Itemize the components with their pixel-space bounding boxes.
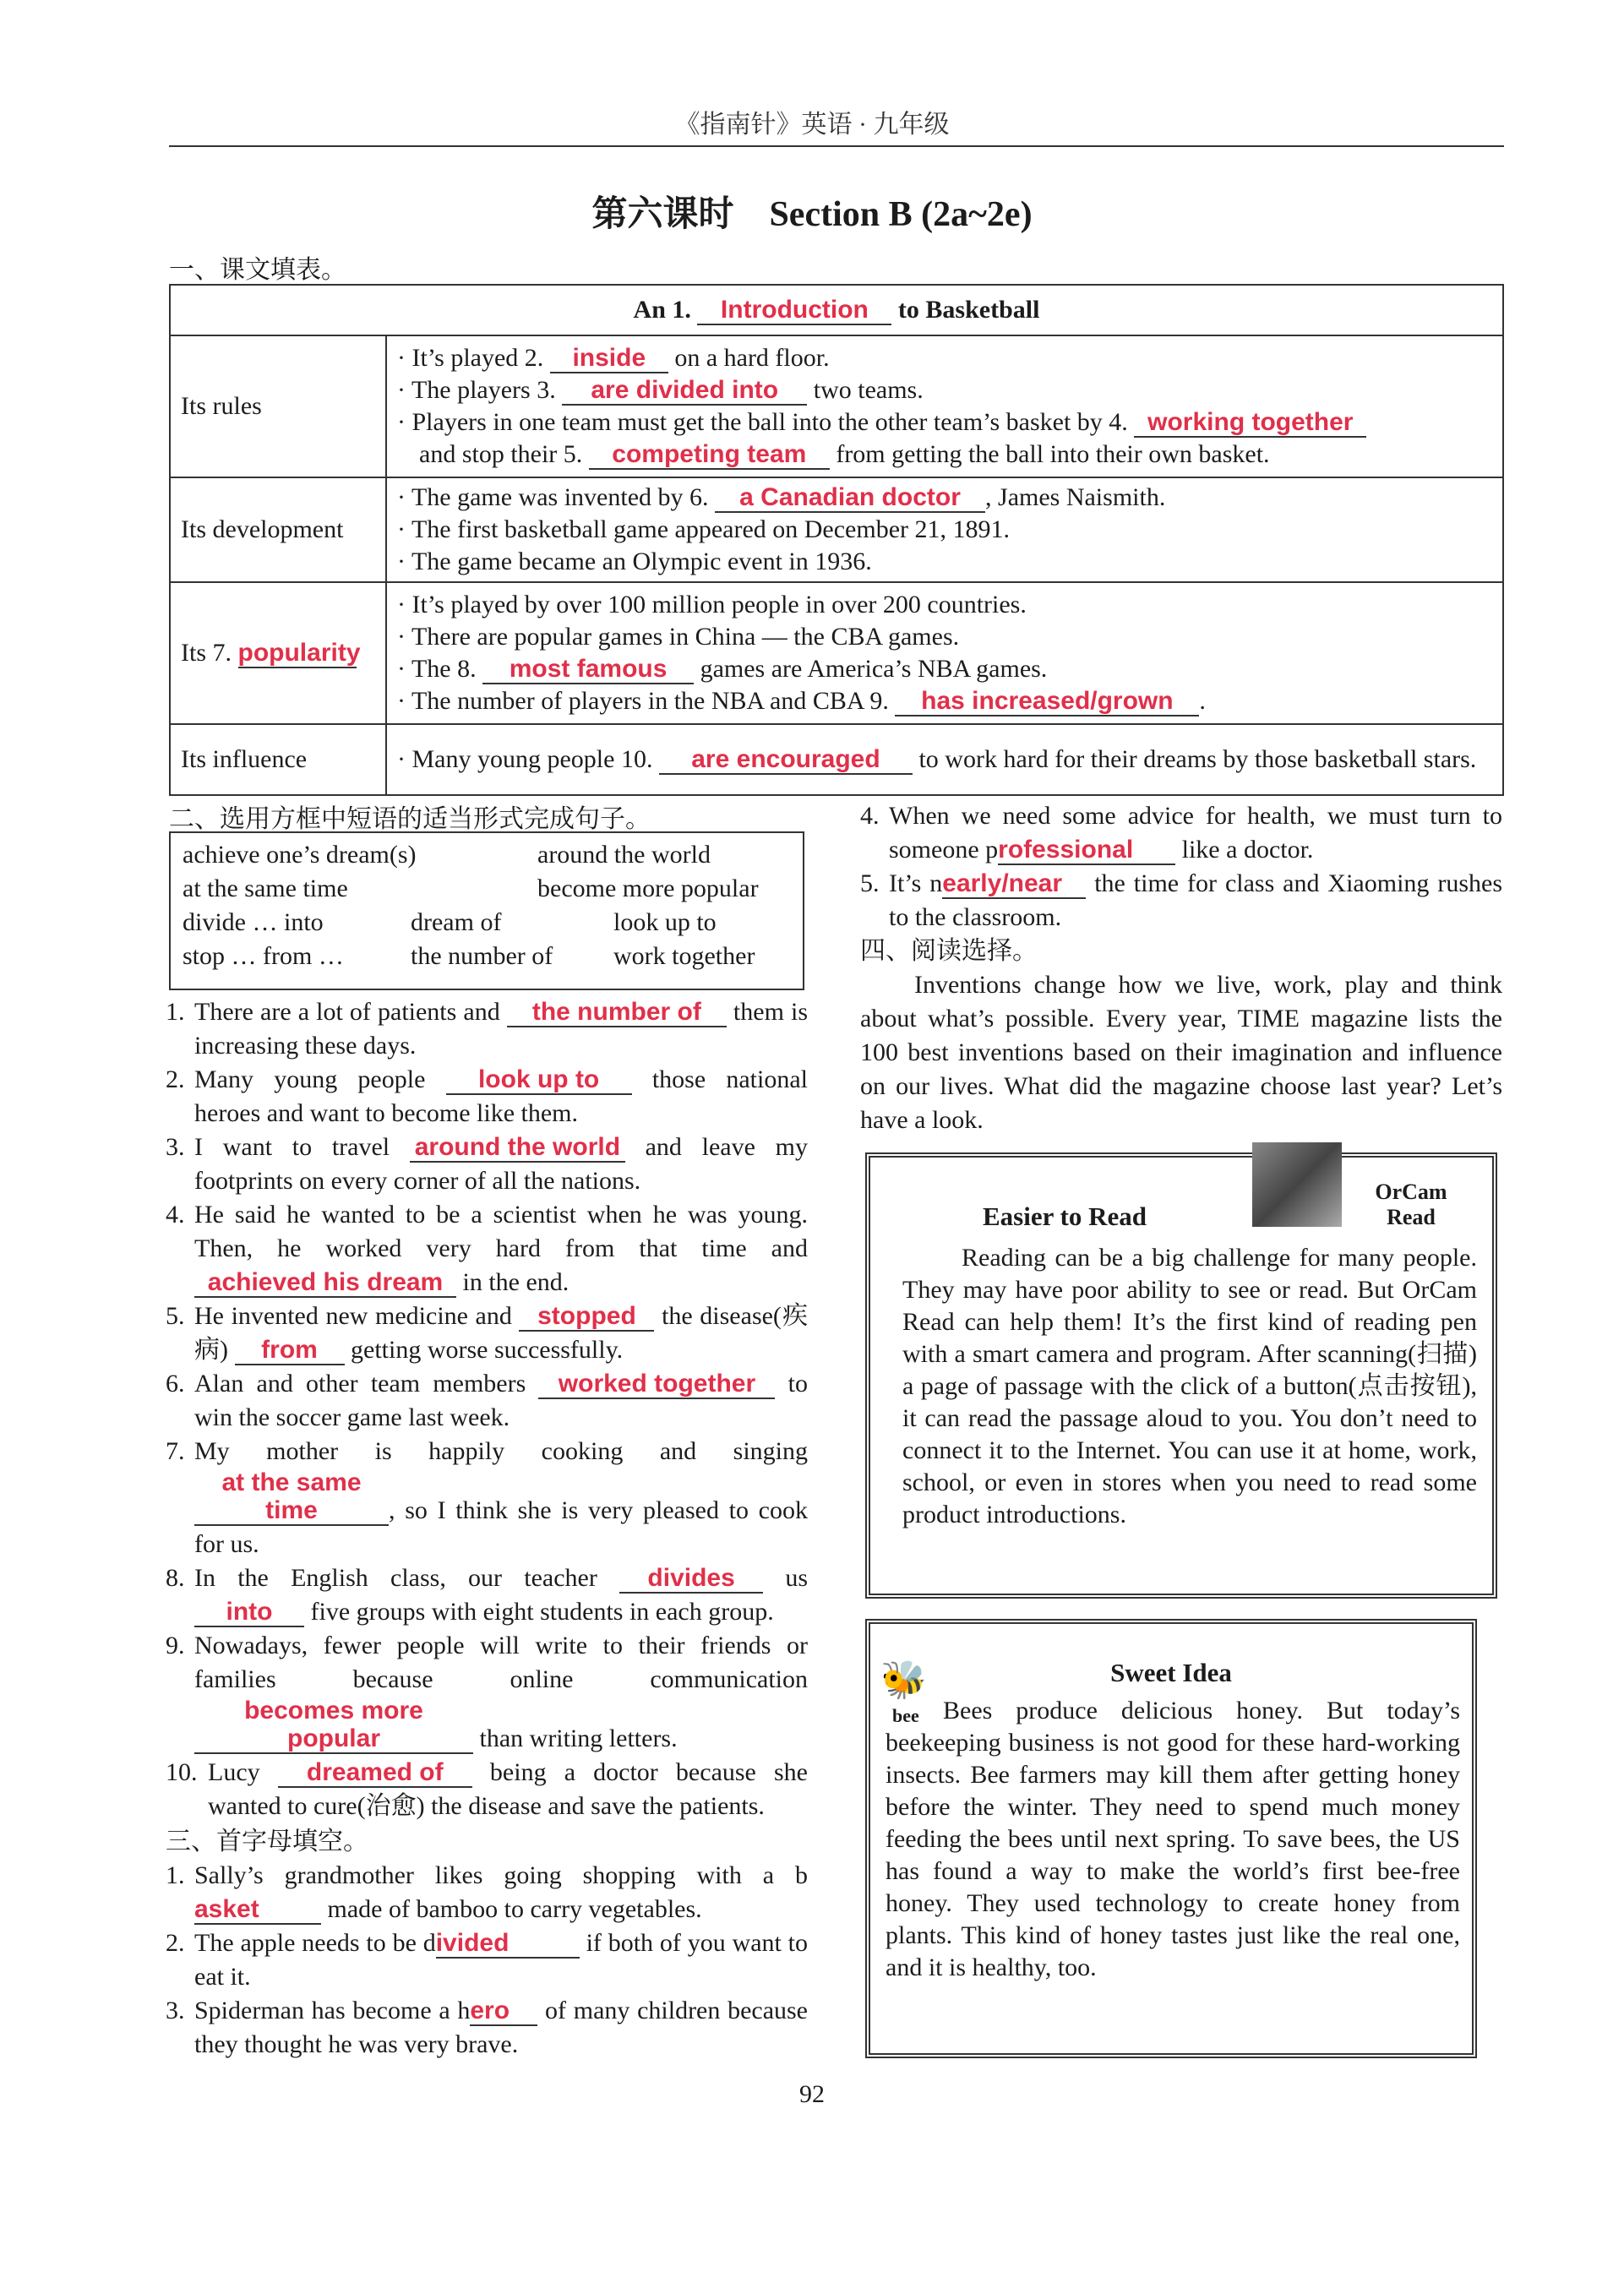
list-item: 9. Nowadays, fewer people will write to their friends or families because online communication becomes more popular than writing letters.	[166, 1632, 808, 1752]
answer: look up to	[446, 1065, 632, 1095]
answer: dreamed of	[278, 1758, 472, 1788]
section-4-title: 四、阅读选择。	[860, 936, 1038, 966]
rules-cell: · It’s played 2. inside on a hard floor. · The players 3. are divided into two teams. · Players in one team must get the ball into the other team’s basket by 4. working together and stop their 5. competing team from getting the ball into their own basket.	[386, 335, 1503, 477]
section-2-title: 二、选用方框中短语的适当形式完成句子。	[169, 804, 651, 834]
phrase: dream of	[411, 908, 502, 936]
answer: ero	[470, 1997, 537, 2026]
list-item: 3. I want to travel around the world and leave my footprints on every corner of all the nations.	[166, 1133, 809, 1195]
list-item: 2. The apple needs to be divided if both of you want to eat it.	[166, 1929, 809, 1991]
list-item: 1. Sally’s grandmother likes going shopping with a basket made of bamboo to carry vegetables.	[166, 1861, 808, 1923]
bee-icon: 🐝	[880, 1659, 927, 1701]
orcam-tag: OrCam Read	[1375, 1180, 1447, 1229]
bee-label: bee	[892, 1705, 919, 1726]
section-2-items	[166, 995, 808, 2062]
list-item: 5. It’s nearly/near the time for class and Xiaoming rushes to the classroom.	[860, 869, 1502, 931]
phrase: work together	[613, 942, 755, 970]
list-item: 3. Spiderman has become a hero of many children because they thought he was very brave.	[166, 1997, 809, 2058]
row-head-influence: Its influence	[170, 724, 386, 795]
answer-9: has increased/grown	[895, 687, 1199, 716]
list-item: 6. Alan and other team members worked together to win the soccer game last week.	[166, 1370, 808, 1431]
answer-5: competing team	[589, 440, 830, 470]
influence-cell: · Many young people 10. are encouraged to work hard for their dreams by those basketball stars.	[386, 724, 1503, 795]
answer-10: are encouraged	[659, 745, 913, 775]
panel-text: Reading can be a big challenge for many people. They may have poor ability to see or read. But OrCam Read can help them! It’s the first kind of reading pen with a smart camera and program. After scanning(扫描) a page of passage with the click of a button(点击按钮), it can read the passage aloud to you. You don’t need to connect it to the Internet. You can use it at home, work, school, or even in stores when you need to read some product introductions.	[902, 1244, 1477, 1528]
phrase: achieve one’s dream(s)	[183, 841, 417, 869]
phrase-box	[169, 831, 804, 990]
answer-3: are divided into	[562, 376, 807, 406]
answer-4: working together	[1134, 408, 1366, 438]
answer: early/near	[942, 869, 1086, 899]
header-rule	[169, 145, 1504, 147]
panel-title: Sweet Idea	[1110, 1658, 1232, 1687]
answer: into	[194, 1598, 304, 1627]
answer: worked together	[538, 1370, 775, 1399]
answer: rofessional	[998, 836, 1175, 865]
answer-7: popularity	[237, 639, 361, 667]
page-number: 92	[799, 2080, 825, 2108]
panel-text: Bees produce delicious honey. But today’s beekeeping business is not good for these hard-working insects. Bee farmers may kill them after getting honey before the winter. They need to spend much money feeding the bees until next spring. To save bees, the US has found a way to make the world’s first bee-free honey. They used technology to create honey from plants. This kind of honey tastes just like the real one, and it is healthy, too.	[886, 1697, 1460, 1981]
section-1-title: 一、课文填表。	[169, 255, 346, 285]
list-item: 1. There are a lot of patients and the number of them is increasing these days.	[166, 998, 809, 1060]
panel-title: Easier to Read	[982, 1201, 1147, 1231]
answer: around the world	[410, 1133, 625, 1163]
list-item: 10. Lucy dreamed of being a doctor because she wanted to cure(治愈) the disease and save the patients.	[166, 1758, 808, 1820]
development-cell: · The game was invented by 6. a Canadian doctor , James Naismith. · The first basketball game appeared on December 21, 1891. · The game became an Olympic event in 1936.	[386, 477, 1503, 582]
running-header: 《指南针》英语 · 九年级	[674, 111, 950, 139]
section-3-title: 三、首字母填空。	[166, 1827, 368, 1856]
popularity-cell: · It’s played by over 100 million people in over 200 countries. · There are popular games in China — the CBA games. · The 8. most famous games are America’s NBA games. · The number of players in the NBA and CBA 9. has increased/grown .	[386, 582, 1503, 724]
summary-table	[169, 284, 1504, 796]
answer: achieved his dream	[194, 1268, 456, 1298]
phrase: at the same time	[183, 874, 348, 902]
phrase: the number of	[411, 942, 553, 970]
answer: at the same time	[194, 1468, 389, 1526]
phrase: stop … from …	[183, 942, 344, 970]
list-item: 4. When we need some advice for health, we must turn to someone professional like a doctor.	[860, 802, 1502, 864]
answer: asket	[194, 1895, 321, 1925]
list-item: 5. He invented new medicine and stopped the disease(疾病) from getting worse successfully.	[166, 1302, 809, 1364]
list-item: 8. In the English class, our teacher divides us into five groups with eight students in each group.	[166, 1564, 809, 1626]
answer-6: a Canadian doctor	[715, 483, 985, 513]
pen-photo	[1252, 1142, 1342, 1227]
lesson-title: 第六课时 Section B (2a~2e)	[591, 195, 1033, 234]
list-item: 2. Many young people look up to those national heroes and want to become like them.	[166, 1065, 809, 1127]
phrase: become more popular	[537, 874, 759, 902]
phrase: divide … into	[183, 908, 324, 936]
phrase: around the world	[537, 841, 711, 869]
answer-2: inside	[550, 344, 668, 373]
answer: ivided	[436, 1929, 580, 1959]
answer: divides	[619, 1564, 763, 1594]
table-title: An 1. Introduction to Basketball	[170, 285, 1503, 335]
phrase: look up to	[613, 908, 717, 936]
panel-easier-to-read	[865, 1152, 1497, 1599]
answer: the number of	[507, 998, 727, 1027]
row-head-rules: Its rules	[170, 335, 386, 477]
right-column	[860, 799, 1502, 1137]
answer: stopped	[519, 1302, 654, 1332]
answer: from	[235, 1336, 345, 1365]
answer: becomes more popular	[194, 1697, 473, 1754]
answer-1: Introduction	[697, 296, 891, 325]
list-item: 7. My mother is happily cooking and singing at the same time , so I think she is very pleased to cook for us.	[166, 1437, 808, 1558]
reading-intro: Inventions change how we live, work, play and think about what’s possible. Every year, TIME magazine lists the 100 best inventions based on their imagination and influence on our lives. What did the magazine choose last year? Let’s have a look.	[860, 971, 1502, 1134]
list-item: 4. He said he wanted to be a scientist when he was young. Then, he worked very hard from that time and achieved his dream in the end.	[166, 1201, 808, 1296]
row-head-popularity: Its 7. popularity	[170, 582, 386, 724]
panel-sweet-idea	[865, 1619, 1477, 2058]
row-head-development: Its development	[170, 477, 386, 582]
answer-8: most famous	[482, 655, 694, 684]
